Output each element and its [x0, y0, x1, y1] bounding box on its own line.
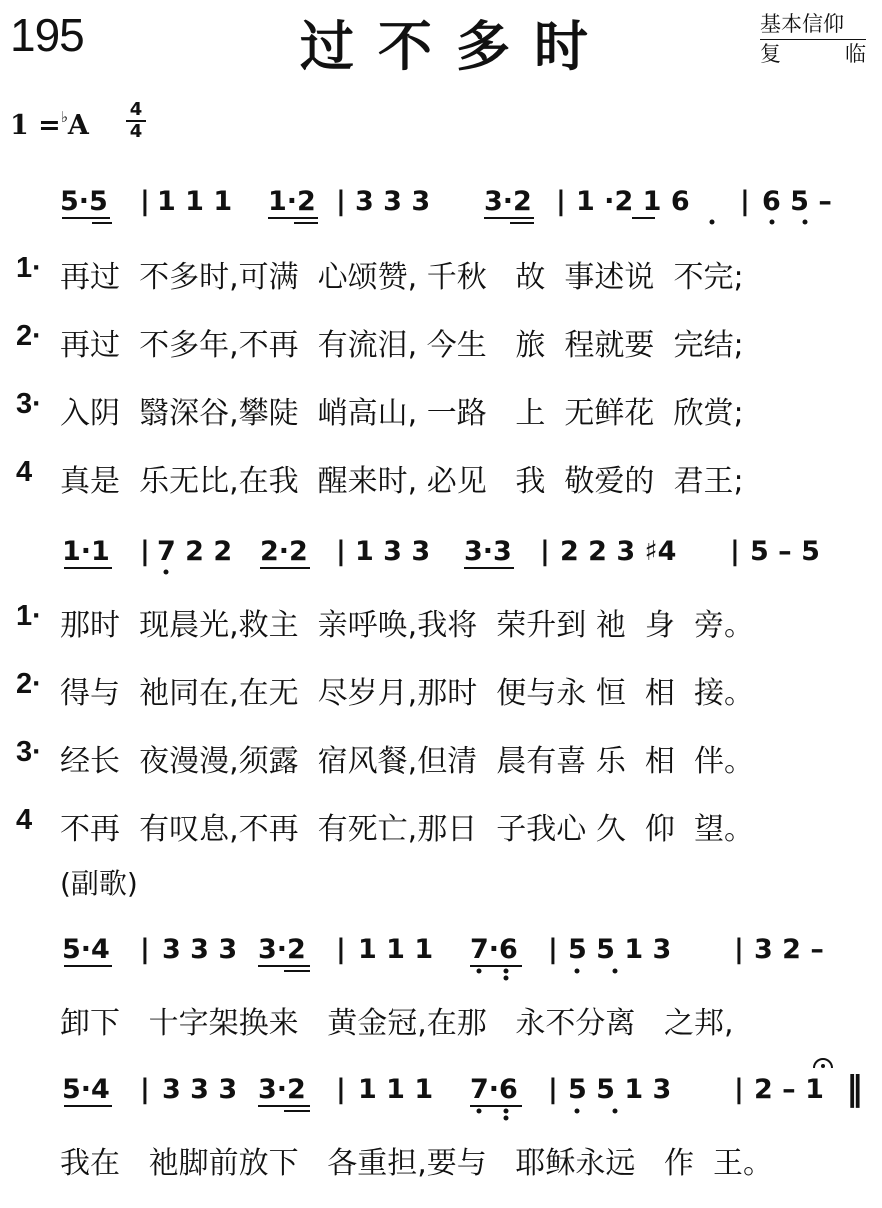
barline: | — [140, 934, 150, 965]
note-seg: 3 3 3 — [355, 186, 431, 217]
verse-number: 4 — [16, 456, 33, 488]
note-seg: 1 1 1 — [358, 1074, 434, 1105]
barline: | — [548, 934, 558, 965]
verse-line — [0, 600, 882, 650]
verse-line — [0, 388, 882, 438]
note-seg: 1 3 3 — [355, 536, 431, 567]
note-seg: 2 2 3 ♯4 — [560, 536, 677, 567]
final-barline: ‖ — [846, 1069, 863, 1109]
note-seg: 2 – 1 — [754, 1074, 824, 1105]
key-note: A — [67, 110, 89, 141]
note-seg: 3 3 3 — [162, 934, 238, 965]
time-signature — [125, 100, 147, 142]
note-seg: 3 2 – — [754, 934, 824, 965]
verse-text: 入阴 翳深谷,攀陡 峭高山, 一路 上 无鲜花 欣赏; — [60, 396, 744, 431]
note-seg: 5 – 5 — [750, 536, 820, 567]
time-top: 4 — [129, 99, 143, 120]
barline: | — [740, 186, 750, 217]
category-label — [760, 10, 866, 68]
barline: | — [730, 536, 740, 567]
note-seg: 3 3 3 — [162, 1074, 238, 1105]
note-seg: 3·2 — [258, 1074, 306, 1105]
note-seg: 1 ·2 1 6 — [576, 186, 690, 217]
chorus-line — [0, 1138, 882, 1188]
note-seg: 3·2 — [484, 186, 532, 217]
verse-number: 1· — [16, 252, 42, 284]
category-sub-1: 复 — [760, 42, 781, 66]
notation-svg-1 — [0, 170, 882, 230]
chorus-line — [0, 998, 882, 1048]
note-seg: 5·4 — [62, 934, 110, 965]
verse-text: 真是 乐无比,在我 醒来时, 必见 我 敬爱的 君王; — [60, 464, 744, 499]
verse-number: 4 — [16, 804, 33, 836]
verse-number: 3· — [16, 736, 42, 768]
key-signature — [10, 108, 89, 141]
barline: | — [140, 186, 150, 217]
verse-number: 1· — [16, 600, 42, 632]
note-seg: 1·2 — [268, 186, 316, 217]
hymn-title: 过不多时 — [300, 14, 612, 78]
barline: | — [734, 1074, 744, 1105]
hymn-number: 195 — [10, 9, 84, 61]
verse-line — [0, 456, 882, 506]
chorus-text: 卸下 十字架换来 黄金冠,在那 永不分离 之邦, — [60, 1006, 734, 1041]
barline: | — [548, 1074, 558, 1105]
verse-line — [0, 320, 882, 370]
barline: | — [140, 1074, 150, 1105]
verse-line — [0, 736, 882, 786]
key-prefix: 1 = — [10, 110, 61, 141]
verse-text: 再过 不多年,不再 有流泪, 今生 旅 程就要 完结; — [60, 328, 744, 363]
notation-line-2 — [0, 520, 882, 580]
barline: | — [336, 1074, 346, 1105]
note-seg: 6 5 – — [762, 186, 832, 217]
time-bottom: 4 — [129, 121, 143, 142]
barline: | — [734, 934, 744, 965]
note-seg: 5 5 1 3 — [568, 934, 672, 965]
note-seg: 7·6 — [470, 934, 518, 965]
verse-text: 那时 现晨光,救主 亲呼唤,我将 荣升到 祂 身 旁。 — [60, 608, 754, 643]
verse-text: 再过 不多时,可满 心颂赞, 千秋 故 事述说 不完; — [60, 260, 744, 295]
category-sub — [760, 40, 866, 68]
notation-svg-3 — [0, 918, 882, 978]
note-seg: 5·4 — [62, 1074, 110, 1105]
verse-text: 不再 有叹息,不再 有死亡,那日 子我心 久 仰 望。 — [60, 812, 754, 847]
note-seg: 1 1 1 — [358, 934, 434, 965]
notation-line-1 — [0, 170, 882, 230]
verse-text: 经长 夜漫漫,须露 宿风餐,但清 晨有喜 乐 相 伴。 — [60, 744, 754, 779]
note-seg: 7 2 2 — [157, 536, 233, 567]
note-seg: 2·2 — [260, 536, 308, 567]
note-seg: 3·2 — [258, 934, 306, 965]
note-seg: 3·3 — [464, 536, 512, 567]
note-seg: 5 5 1 3 — [568, 1074, 672, 1105]
barline: | — [140, 536, 150, 567]
note-seg: 5·5 — [60, 186, 108, 217]
note-seg: 1·1 — [62, 536, 110, 567]
note-seg: 7·6 — [470, 1074, 518, 1105]
note-seg: 1 1 1 — [157, 186, 233, 217]
barline: | — [336, 934, 346, 965]
notation-svg-2 — [0, 520, 882, 580]
notation-line-4 — [0, 1058, 882, 1118]
verse-line — [0, 668, 882, 718]
verse-line — [0, 804, 882, 854]
barline: | — [540, 536, 550, 567]
verse-number: 2· — [16, 668, 42, 700]
barline: | — [336, 536, 346, 567]
category-sub-2: 临 — [845, 42, 866, 66]
chorus-label: (副歌) — [60, 867, 138, 900]
notation-line-3 — [0, 918, 882, 978]
category-main: 基本信仰 — [760, 10, 866, 40]
barline: | — [336, 186, 346, 217]
verse-number: 2· — [16, 320, 42, 352]
verse-text: 得与 祂同在,在无 尽岁月,那时 便与永 恒 相 接。 — [60, 676, 754, 711]
flat-symbol: ♭ — [60, 108, 68, 126]
verse-number: 3· — [16, 388, 42, 420]
notation-svg-4 — [0, 1058, 882, 1118]
chorus-text: 我在 祂脚前放下 各重担,要与 耶稣永远 作 王。 — [60, 1146, 774, 1181]
barline: | — [556, 186, 566, 217]
verse-line — [0, 252, 882, 302]
